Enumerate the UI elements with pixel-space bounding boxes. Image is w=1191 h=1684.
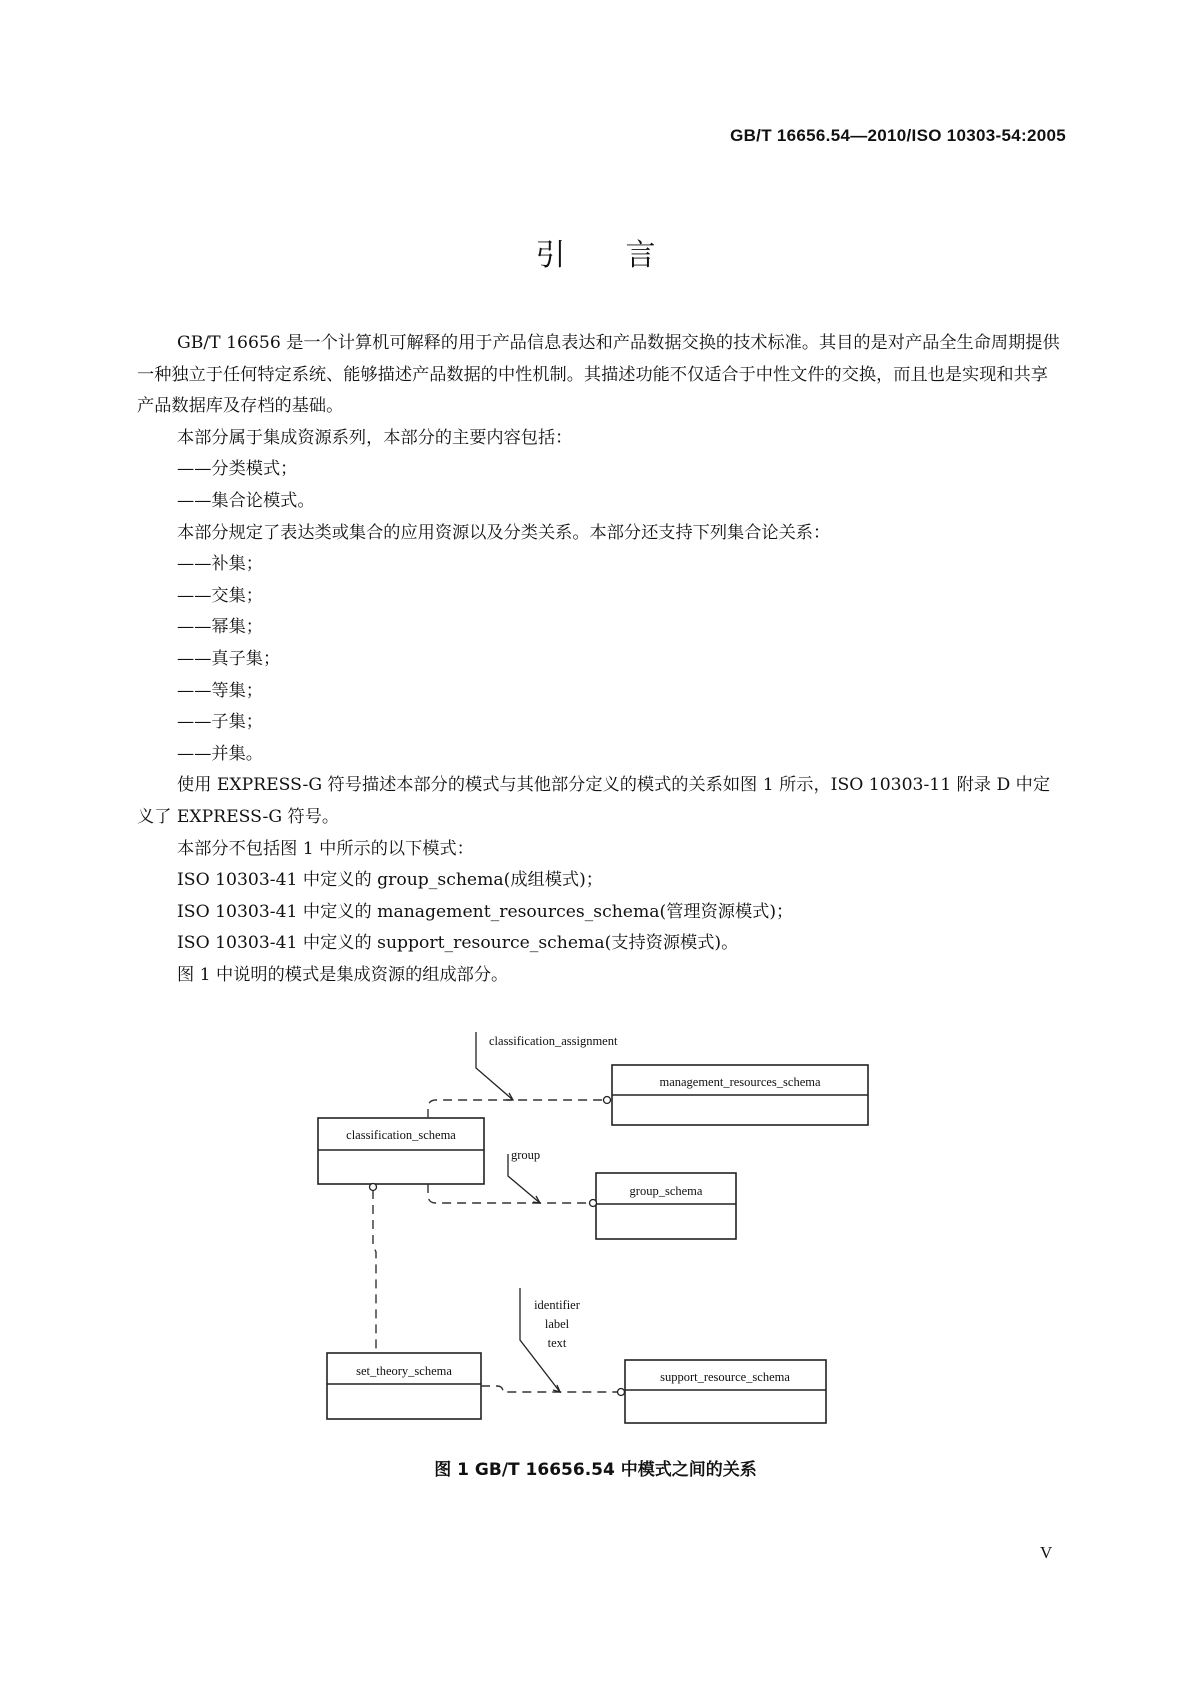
paragraph-figure-note: 图 1 中说明的模式是集成资源的组成部分。 [177, 964, 509, 985]
section-title: 引言 [535, 238, 716, 273]
list-item: ——分类模式； [177, 459, 298, 480]
body-text [137, 328, 1063, 991]
express-g-diagram [0, 1020, 1191, 1440]
paragraph-excluded: 本部分不包括图 1 中所示的以下模式： [177, 838, 474, 859]
paragraph-express-g: 使用 EXPRESS-G 符号描述本部分的模式与其他部分定义的模式的关系如图 1 所示，ISO 10303-11 附录 D 中定义了 EXPRESS-G 符号。 [137, 775, 1051, 827]
figure-caption: 图 1 GB/T 16656.54 中模式之间的关系 [434, 1460, 757, 1480]
paragraph-contents: 本部分属于集成资源系列，本部分的主要内容包括： [177, 427, 573, 448]
support-reference-text: text [547, 1336, 567, 1350]
paragraph-relations: 本部分规定了表达类或集合的应用资源以及分类关系。本部分还支持下列集合论关系： [177, 522, 831, 543]
list-item: ——真子集； [177, 648, 281, 669]
list-item: ISO 10303-41 中定义的 support_resource_schema(支持资源模式)。 [177, 933, 739, 954]
list-item: ——集合论模式。 [177, 490, 315, 511]
list-item: ISO 10303-41 中定义的 management_resources_schema(管理资源模式)； [177, 901, 794, 922]
list-item: ——并集。 [177, 743, 263, 764]
support-reference-identifier: identifier [534, 1298, 580, 1312]
classification-schema-label: classification_schema [346, 1128, 456, 1142]
group-schema-label: group_schema [629, 1184, 703, 1198]
set-theory-schema-label: set_theory_schema [356, 1364, 452, 1378]
list-item: ——幂集； [177, 617, 263, 638]
page-number: V [1040, 1543, 1053, 1562]
group-link [428, 1184, 590, 1203]
set-theory-link [373, 1190, 376, 1353]
list-item: ISO 10303-41 中定义的 group_schema(成组模式)； [177, 870, 603, 891]
group-reference-label: group [511, 1148, 541, 1162]
set-theory-schema-box [327, 1353, 481, 1419]
support-link [481, 1386, 618, 1392]
classification-assignment-link [428, 1100, 604, 1118]
paragraph-intro: GB/T 16656 是一个计算机可解释的用于产品信息表达和产品数据交换的技术标准。其目的是对产品全生命周期提供一种独立于任何特定系统、能够描述产品数据的中性机制。其描述功能不仅适合于中性文件的交换，而且也是实现和共享产品数据库及存档的基础。 [137, 333, 1060, 417]
list-item: ——补集； [177, 554, 263, 575]
list-item: ——交集； [177, 585, 263, 606]
group-schema-box [596, 1173, 736, 1239]
standard-number: GB/T 16656.54—2010/ISO 10303-54:2005 [730, 126, 1066, 145]
classification-assignment-label: classification_assignment [489, 1034, 618, 1048]
support-reference-label: label [544, 1317, 570, 1331]
list-item: ——子集； [177, 712, 263, 733]
support-schema-label: support_resource_schema [660, 1370, 790, 1384]
list-item: ——等集； [177, 680, 263, 701]
management-schema-label: management_resources_schema [659, 1075, 821, 1089]
